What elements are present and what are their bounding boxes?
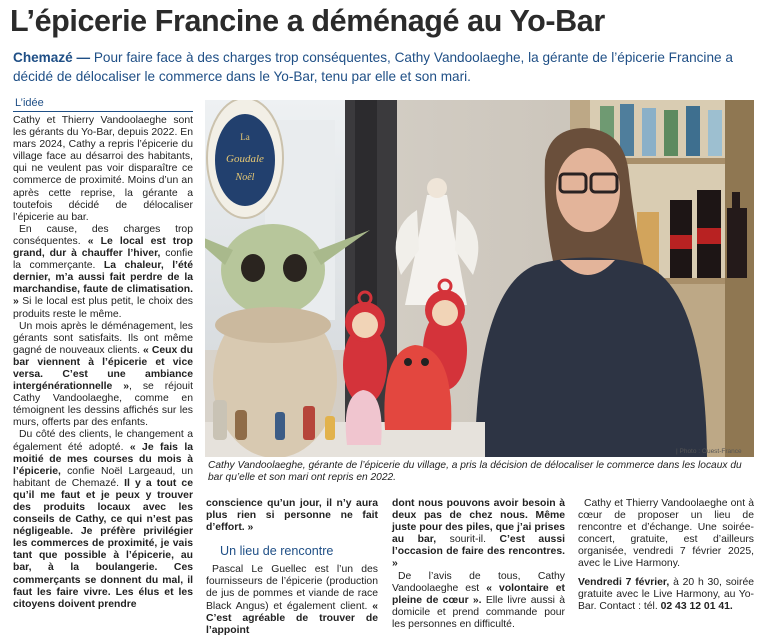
c2-quote-b: « C’est agréable de trouver de l’appoint bbox=[206, 600, 378, 636]
sign-text-2: Goudale bbox=[226, 153, 264, 165]
chapo-place: Chemazé — bbox=[13, 50, 91, 65]
p2-a: En cause, des charges trop conséquentes. bbox=[13, 223, 193, 247]
c4-date: Vendredi 7 février, bbox=[578, 576, 670, 588]
photo-illustration bbox=[205, 100, 754, 457]
paragraph-2 bbox=[13, 224, 193, 321]
column-4 bbox=[578, 498, 754, 613]
c2-quote-a: conscience qu’un jour, il n’y aura plus rien si personne ne fait d’effort. » bbox=[206, 498, 378, 534]
c4-paragraph-a: Cathy et Thierry Vandoolaeghe ont à cœur de proposer un lieu de rencontre et d’échange. Une soirée-concert, gratuite, est d’ailleurs organisée, vendredi 7 février 2025, avec le Live Harmony. bbox=[578, 498, 754, 570]
paragraph-4 bbox=[13, 429, 193, 610]
c3-f: Elle livre aussi à domicile et prend commande pour les personnes en difficulté. bbox=[392, 594, 565, 630]
p2-quote-b: La chaleur, l’été dernier, m’a aussi fait perdre de la marchandise, faute de climatisation. » bbox=[13, 260, 193, 308]
p2-e: Si le local est plus petit, le choix des produits reste le même. bbox=[13, 296, 193, 320]
article-photo bbox=[205, 100, 754, 457]
kicker: L’idée bbox=[13, 96, 193, 112]
chapo-text: Pour faire face à des charges trop conséquentes, Cathy Vandoolaeghe, la gérante de l’épicerie Francine a décidé de délocaliser le commerce dans le Yo-Bar, tenu par elle et son mari. bbox=[13, 50, 733, 84]
c2-paragraph-b bbox=[206, 564, 378, 637]
sign-text-3: Noël bbox=[235, 172, 255, 183]
c3-paragraph-b bbox=[392, 571, 565, 631]
p4-quote-b: Il y a tout ce qu’il me faut et je peux y trouver des produits locaux avec les conseils de Cathy, ce qui n’est pas négligeable. Je préfère privilégier les commerces de proximité, je vais tant que possible à l’épicerie, au bar, à la boulangerie. Ces commerçants se donnent du mal, il faut les faire vivre. Les élus et les citoyens doivent prendre bbox=[13, 477, 193, 610]
p2-quote-a: « Le local est trop grand, dur à chauffer l’hiver, bbox=[13, 235, 193, 260]
p2-c: confie la commerçante. bbox=[13, 248, 193, 272]
headline: L’épicerie Francine a déménagé au Yo-Bar bbox=[10, 4, 605, 38]
p4-quote-a: « Je fais la moitié de mes courses du mois à l’épicerie, bbox=[13, 441, 193, 477]
c4-phone: 02 43 12 01 41. bbox=[660, 600, 733, 612]
c2-paragraph-a bbox=[206, 498, 378, 534]
p4-a: Du côté des clients, le changement a également été adopté. bbox=[13, 429, 193, 453]
column-2 bbox=[206, 498, 378, 637]
paragraph-1: Cathy et Thierry Vandoolaeghe sont les gérants du Yo-Bar, depuis 2022. En mars 2024, Cathy a repris l’épicerie du village face au désarroi des habitants, qui ne veulent pas voir disparaître ce commerce de proximité. Moins d’un an après cette reprise, la gérante a toutefois décidé de délocaliser l’épicerie au bar. bbox=[13, 115, 193, 223]
c4-c: à 20 h 30, soirée gratuite avec le Live Harmony, au Yo-Bar. Contact : tél. bbox=[578, 576, 754, 612]
c3-d: De l’avis de tous, Cathy Vandoolaeghe est bbox=[392, 570, 565, 594]
c3-quote-b: C’est aussi l’occasion de faire des rencontres. » bbox=[392, 534, 565, 570]
c3-paragraph-a bbox=[392, 498, 565, 571]
photo-credit: | Photo : Ouest-France bbox=[676, 448, 742, 455]
p3-a: Un mois après le déménagement, les gérants sont satisfaits. Ils ont même gagné de nouveaux clients. bbox=[13, 320, 193, 356]
c3-quote-c: « volontaire et pleine de cœur ». bbox=[392, 582, 565, 606]
c4-paragraph-b bbox=[578, 577, 754, 613]
paragraph-3 bbox=[13, 321, 193, 430]
chapo bbox=[13, 48, 755, 86]
c3-quote-a: dont nous pouvons avoir besoin à deux pas de chez nous. Même juste pour des piles, que j’ai prises au bar, bbox=[392, 498, 565, 546]
photo-caption: Cathy Vandoolaeghe, gérante de l’épicerie du village, a pris la décision de délocaliser le commerce dans les locaux du bar qu’elle et son mari ont repris en 2022. bbox=[208, 460, 742, 484]
c3-b: sourit-il. bbox=[436, 534, 500, 546]
column-left bbox=[13, 96, 193, 611]
sign-text-1: La bbox=[240, 132, 250, 142]
column-3 bbox=[392, 498, 565, 631]
p3-quote: « Ceux du bar viennent à l’épicerie et vice versa. C’est une ambiance intergénérationnelle » bbox=[13, 344, 193, 393]
subhead: Un lieu de rencontre bbox=[220, 544, 334, 559]
c2-b: Pascal Le Guellec est l’un des fournisseurs de l’épicerie (production de jus de pommes et viande de race Black Angus) et également client. bbox=[206, 564, 378, 612]
p3-c: , se réjouit Cathy Vandoolaeghe, comme en témoignent les dessins affichés sur les murs, offerts par des enfants. bbox=[13, 381, 194, 429]
p4-c: confie Noël Largeaud, un habitant de Chemazé. bbox=[13, 465, 193, 489]
